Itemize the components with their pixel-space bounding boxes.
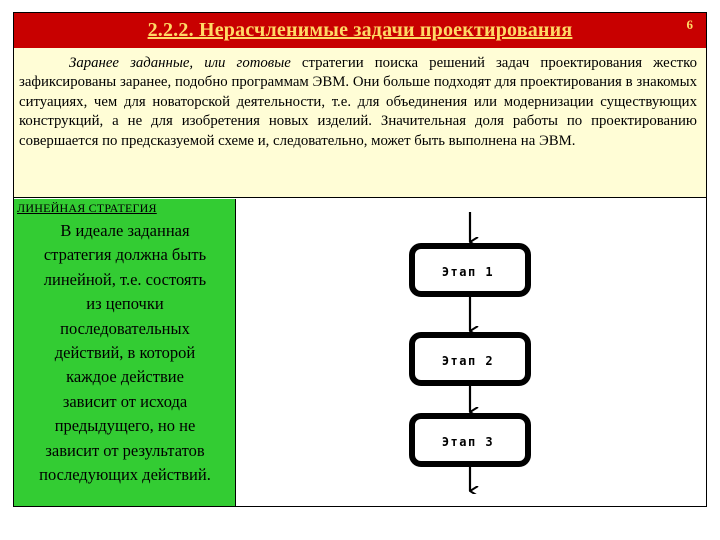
flow-svg xyxy=(348,204,592,494)
linear-line: зависит от исхода xyxy=(62,391,188,411)
stage-label-3: Этап 3 xyxy=(441,435,495,449)
intro-italic-lead: Заранее заданные, или готовые xyxy=(69,55,291,71)
linear-line: предыдущего, но не xyxy=(54,416,196,436)
linear-line: линейной, т.е. состоять xyxy=(43,269,207,289)
linear-line: зависит от результатов xyxy=(45,440,205,460)
linear-line: последующих действий. xyxy=(39,465,211,485)
linear-line: последовательных xyxy=(60,318,190,338)
linear-line: из цепочки xyxy=(86,294,164,314)
slide xyxy=(13,12,707,507)
linear-strategy-panel xyxy=(14,199,236,506)
stage-label-1: Этап 1 xyxy=(441,265,495,279)
intro-paragraph xyxy=(14,48,706,198)
linear-flow-diagram xyxy=(348,204,592,494)
slide-title: 2.2.2. Нерасчленимые задачи проектирования xyxy=(147,19,573,41)
linear-strategy-heading: ЛИНЕЙНАЯ СТРАТЕГИЯ xyxy=(17,201,157,215)
linear-line: каждое действие xyxy=(66,367,184,387)
stage-label-2: Этап 2 xyxy=(441,354,495,368)
title-bar xyxy=(14,13,706,49)
linear-strategy-text xyxy=(14,219,236,487)
linear-line: В идеале заданная xyxy=(60,221,190,240)
page-number: 6 xyxy=(686,17,693,32)
linear-line: стратегия должна быть xyxy=(43,245,207,265)
intro-text: стратегии поиска решений задач проектирования жестко зафиксированы заранее, подобно программам ЭВМ. Они больше подходят для проектирования в знакомых ситуациях, чем для новаторской деятельности, т.е. для объединения или модернизации существующих конструкций, а не для изобретения новых изделий. Значительная доля работы по проектированию совершается по предсказуемой схеме и, следовательно, может быть выполнена на ЭВМ. xyxy=(19,55,697,149)
linear-line: действий, в которой xyxy=(54,343,196,363)
